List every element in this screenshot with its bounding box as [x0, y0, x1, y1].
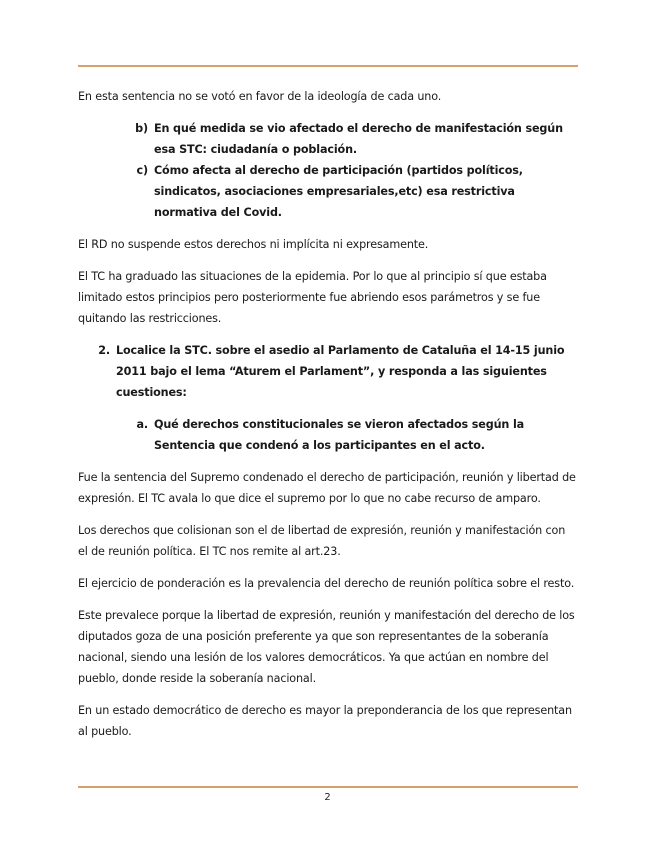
question-c: [78, 160, 578, 223]
footer-rule: [78, 786, 578, 788]
paragraph: En un estado democrático de derecho es mayor la preponderancia de los que representan al pueblo.: [78, 704, 572, 738]
list-marker: c): [136, 164, 148, 177]
paragraph: Fue la sentencia del Supremo condenado el derecho de participación, reunión y libertad de expresión. El TC avala lo que dice el supremo por lo que no cabe recurso de amparo.: [78, 471, 576, 505]
paragraph: El ejercicio de ponderación es la prevalencia del derecho de reunión política sobre el resto.: [78, 577, 575, 590]
paragraph: En esta sentencia no se votó en favor de la ideología de cada uno.: [78, 90, 442, 103]
document-body: [78, 86, 578, 742]
question-2: [78, 340, 578, 403]
question-b: [78, 118, 578, 160]
page-number: 2: [324, 792, 331, 803]
question-a: [78, 414, 578, 456]
question-text: En qué medida se vio afectado el derecho de manifestación según esa STC: ciudadanía o población.: [154, 122, 563, 156]
list-marker: 2.: [98, 344, 110, 357]
question-text: Localice la STC. sobre el asedio al Parlamento de Cataluña el 14-15 junio 2011 bajo el lema “Aturem el Parlament”, y responda a las siguientes cuestiones:: [116, 344, 565, 399]
paragraph: El TC ha graduado las situaciones de la epidemia. Por lo que al principio sí que estaba limitado estos principios pero posteriormente fue abriendo esos parámetros y se fue quitando las restricciones.: [78, 270, 547, 325]
paragraph: Este prevalece porque la libertad de expresión, reunión y manifestación del derecho de los diputados goza de una posición preferente ya que son representantes de la soberanía nacional, siendo una lesión de los valores democráticos. Ya que actúan en nombre del pueblo, donde reside la soberanía nacional.: [78, 609, 575, 685]
paragraph: El RD no suspende estos derechos ni implícita ni expresamente.: [78, 238, 429, 251]
list-marker: a.: [136, 418, 148, 431]
header-rule: [78, 65, 578, 67]
paragraph: Los derechos que colisionan son el de libertad de expresión, reunión y manifestación con el de reunión política. El TC nos remite al art.23.: [78, 524, 566, 558]
list-marker: b): [135, 122, 148, 135]
question-text: Cómo afecta al derecho de participación (partidos políticos, sindicatos, asociaciones empresariales,etc) esa restrictiva normativa del Covid.: [154, 164, 523, 219]
question-text: Qué derechos constitucionales se vieron afectados según la Sentencia que condenó a los participantes en el acto.: [154, 418, 525, 452]
